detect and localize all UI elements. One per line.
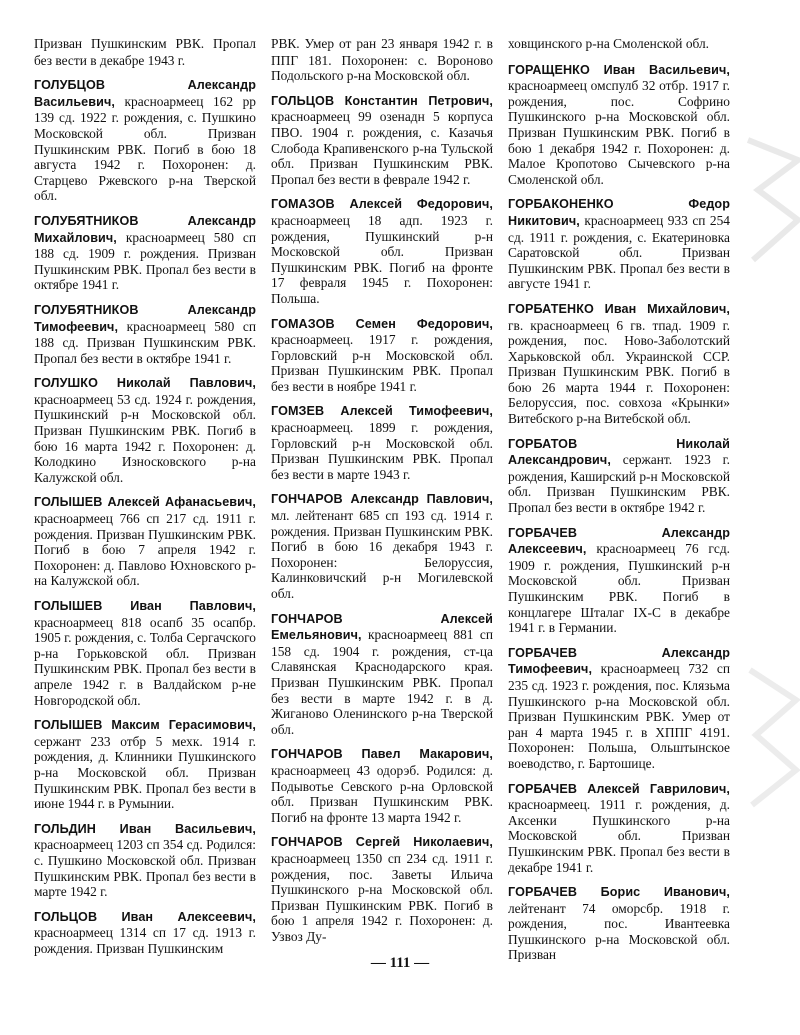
entry-name: ГОРБАТЕНКО Иван Михайлович, [508, 301, 730, 316]
entry-text: лейтенант 74 оморсбр. 1918 г. рождения, пос. Ивантеевка Пушкинского р-на Московской обл. Призван [508, 900, 730, 963]
entry [271, 611, 493, 738]
entry-text: красноармеец 1314 сп 17 сд. 1913 г. рождения. Призван Пушкинским [34, 925, 256, 956]
entry-text: красноармеец 580 сп 188 сд. 1909 г. рождения. Призван Пушкинским РВК. Пропал без вести в октябре 1941 г. [34, 229, 256, 293]
entry-name: ГОРБАЧЕВ Борис Иванович, [508, 885, 730, 900]
entry-text: красноармеец 162 рр 139 сд. 1922 г. рождения, с. Пушкино Московской обл. Призван Пушкинским РВК. Погиб в бою 18 августа 1942 г. Похоронен: д. Старцево Ржевского р-на Тверской обл. [34, 93, 256, 204]
entry-text: красноармеец 881 сп 158 сд. 1904 г. рождения, ст-ца Славянская Краснодарского края. Призван Пушкинским РВК. Пропал без вести в марте 1942 г. в д. Жиганово Оленинского р-на Тверской обл. [271, 627, 493, 737]
entry-text: красноармеец 99 озенадн 5 корпуса ПВО. 1904 г. рождения, с. Казачья Слобода Крапивенского р-на Тульской обл. Призван Пушкинским РВК. Пропал без вести в феврале 1942 г. [271, 109, 493, 187]
entry-name: ГОЛУБЯТНИКОВ Александр Тимофеевич, [34, 302, 256, 334]
entry-name: ГОНЧАРОВ Александр Павлович, [271, 492, 493, 507]
entry [508, 781, 730, 876]
entry-name: ГОРАЩЕНКО Иван Васильевич, [508, 62, 730, 77]
entry-text: мл. лейтенант 685 сп 193 сд. 1914 г. рождения. Призван Пушкинским РВК. Погиб в бою 16 декабря 1943 г. Похоронен: Белоруссия, Калинковичский р-н Могилевской обл. [271, 508, 493, 601]
entry [34, 821, 256, 900]
entry [34, 36, 256, 68]
entry [508, 36, 730, 53]
entry [508, 196, 730, 292]
entry-text: ховщинского р-на Смоленской обл. [508, 36, 710, 51]
entry-name: ГОЛУБЯТНИКОВ Александр Михайлович, [34, 213, 256, 245]
entry-text: красноармеец. 1917 г. рождения, Горловский р-н Московской обл. Призван Пушкинским РВК. Пропал без вести в ноябре 1941 г. [271, 332, 493, 394]
entry [271, 403, 493, 482]
entry-text: красноармеец 1203 сп 354 сд. Родился: с. Пушкино Московской обл. Призван Пушкинским РВК. Пропал без вести в марте 1942 г. [34, 837, 256, 900]
entry-text: красноармеец 18 адп. 1923 г. рождения, Пушкинский р-н Московской обл. Призван Пушкинским РВК. Погиб на фронте 17 февраля 1945 г. Похоронен: Польша. [271, 212, 493, 306]
entry-text: сержант 233 отбр 5 мехк. 1914 г. рождения, д. Клинники Пушкинского р-на Московской обл. Призван Пушкинским РВК. Пропал без вести в июне 1944 г. в Румынии. [34, 733, 256, 812]
column-2 [271, 36, 493, 972]
entry [508, 301, 730, 427]
entry-name: ГОЛЫШЕВ Иван Павлович, [34, 599, 256, 613]
entry-text: красноармеец 76 гсд. 1909 г. рождения, Пушкинский р-н Московской обл. Призван Пушкинским РВК. Погиб в концлагере Шталаг IX-С в декабре 1941 г. в Германии. [508, 541, 730, 636]
entry [271, 746, 493, 825]
entry [271, 491, 493, 601]
column-1 [34, 36, 256, 972]
entry-name: ГОМЗЕВ Алексей Тимофеевич, [271, 404, 493, 419]
entry-text: красноармеец 1350 сп 234 сд. 1911 г. рождения, пос. Заветы Ильича Пушкинского р-на Московской обл. Призван Пушкинским РВК. Погиб в бою 1 апреля 1942 г. Похоронен: д. Узвоз Ду- [271, 850, 493, 944]
entry-text: красноармеец. 1911 г. рождения, д. Аксенки Пушкинского р-на Московской обл. Призван Пушкинским РВК. Пропал без вести в декабре 1941 г. [508, 797, 730, 875]
text-columns [34, 36, 770, 972]
entry-name: ГОМАЗОВ Семен Федорович, [271, 316, 493, 331]
entry [34, 717, 256, 812]
entry-name: ГОЛУШКО Николай Павлович, [34, 376, 256, 391]
column-3 [508, 36, 730, 972]
entry [271, 834, 493, 944]
entry-name: ГОЛЬЦОВ Константин Петрович, [271, 93, 493, 108]
entry-name: ГОЛЫШЕВ Максим Герасимович, [34, 718, 256, 733]
entry [34, 494, 256, 589]
entry-name: ГОЛЬДИН Иван Васильевич, [34, 821, 256, 836]
entry-text: красноармеец 766 сп 217 сд. 1911 г. рождения. Призван Пушкинским РВК. Погиб в бою 7 апреля 1942 г. Похоронен: д. Павлово Юхновского р-на Калужской обл. [34, 511, 256, 589]
entry-name: ГОМАЗОВ Алексей Федорович, [271, 197, 493, 212]
entry [271, 36, 493, 84]
entry-text: красноармеец 43 одорэб. Родился: д. Подывотье Севского р-на Орловской обл. Призван Пушкинским РВК. Погиб на фронте 13 марта 1942 г. [271, 762, 493, 825]
entry-text: красноармеец 732 сп 235 сд. 1923 г. рождения, пос. Клязьма Пушкинского р-на Московской обл. Призван Пушкинским РВК. Умер от ран 4 марта 1945 г. в ХППГ 4191. Похоронен: Польша, Ольштынское воеводство, г. Бартошице. [508, 661, 730, 771]
entry [34, 213, 256, 293]
entry [508, 62, 730, 188]
entry [34, 77, 256, 204]
entry-text: красноармеец 53 сд. 1924 г. рождения, Пушкинский р-н Московской обл. Призван Пушкинским РВК. Погиб в бою 16 марта 1942 г. Похоронен: д. Колодкино Износковского р-на Калужской обл. [34, 391, 256, 485]
entry-text: Призван Пушкинским РВК. Пропал без вести в декабре 1943 г. [34, 36, 256, 68]
entry-name: ГОЛЬЦОВ Иван Алексеевич, [34, 909, 256, 924]
entry [508, 525, 730, 636]
entry [34, 375, 256, 485]
entry [271, 196, 493, 306]
entry [34, 598, 256, 708]
entry [34, 302, 256, 366]
entry [271, 316, 493, 395]
entry-name: ГОНЧАРОВ Павел Макарович, [271, 747, 493, 762]
entry [508, 645, 730, 772]
entry-name: ГОРБАКОНЕНКО Федор Никитович, [508, 197, 730, 228]
entry-text: гв. красноармеец 6 гв. тпад. 1909 г. рождения, пос. Ново-Заболотский Харьковской обл. Украинской ССР. Призван Пушкинским РВК. Погиб в бою 26 марта 1944 г. Похоронен: Белоруссия, пос. совхоза «Крынки» Витебского р-на Витебской обл. [508, 317, 730, 427]
entry-name: ГОРБАТОВ Николай Александрович, [508, 436, 730, 468]
entry-name: ГОЛУБЦОВ Александр Васильевич, [34, 78, 256, 109]
entry-text: РВК. Умер от ран 23 января 1942 г. в ППГ 181. Похоронен: с. Вороново Подольского р-на Московской обл. [271, 36, 493, 84]
entry-name: ГОРБАЧЕВ Александр Алексеевич, [508, 525, 730, 557]
entry-text: сержант. 1923 г. рождения, Каширский р-н Московской обл. Призван Пушкинским РВК. Пропал без вести в октябре 1942 г. [508, 452, 730, 516]
entry-text: красноармеец омспулб 32 отбр. 1917 г. рождения, пос. Софрино Пушкинского р-на Московской обл. Призван Пушкинским РВК. Погиб в бою 1 декабря 1942 г. Похоронен: д. Малое Кропотово Сычевского р-на Смоленской обл. [508, 78, 730, 187]
entry-name: ГОРБАЧЕВ Александр Тимофеевич, [508, 645, 730, 677]
entry [508, 436, 730, 516]
entry [34, 909, 256, 957]
entry-text: красноармеец 933 сп 254 сд. 1911 г. рождения, с. Екатериновка Саратовской обл. Призван Пушкинским РВК. Пропал без вести в августе 1941 г. [508, 212, 730, 292]
entry-text: красноармеец 818 осапб 35 осапбр. 1905 г. рождения, с. Толба Сергачского р-на Горьковской обл. Призван Пушкинским РВК. Пропал без вести в апреле 1942 г. в Валдайском р-не Новгородской обл. [34, 614, 256, 708]
entry-name: ГОЛЫШЕВ Алексей Афанасьевич, [34, 495, 256, 510]
entry-name: ГОНЧАРОВ Сергей Николаевич, [271, 835, 493, 850]
page-number: — 111 — [370, 955, 430, 971]
entry-name: ГОРБАЧЕВ Алексей Гаврилович, [508, 781, 730, 796]
entry-text: красноармеец 580 сп 188 сд. Призван Пушкинским РВК. Пропал без вести в октябре 1941 г. [34, 318, 256, 366]
entry-text: красноармеец. 1899 г. рождения, Горловский р-н Московской обл. Призван Пушкинским РВК. Пропал без вести в марте 1943 г. [271, 420, 493, 482]
entry [508, 884, 730, 963]
entry [271, 93, 493, 188]
entry-name: ГОНЧАРОВ Алексей Емельянович, [271, 611, 493, 643]
